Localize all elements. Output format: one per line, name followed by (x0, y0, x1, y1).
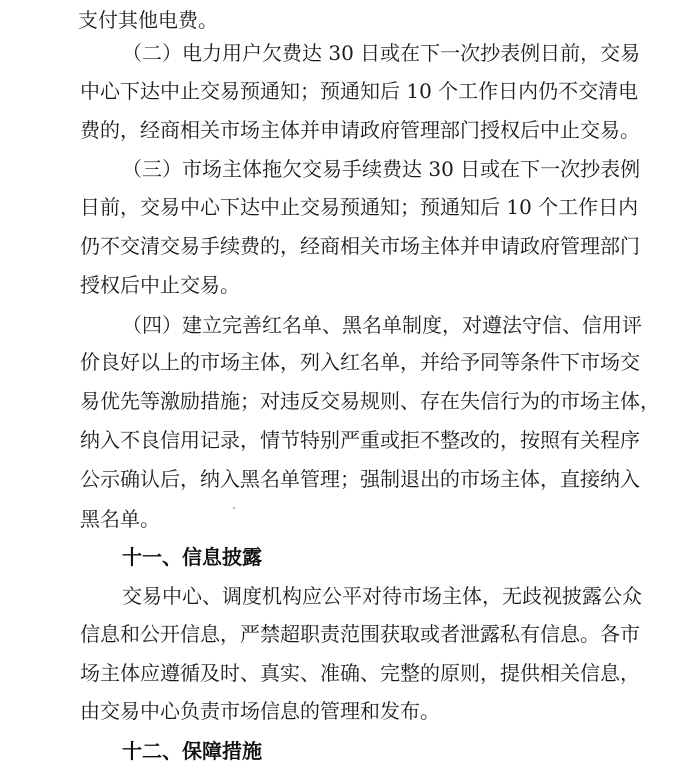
text-line: 信息和公开信息，严禁超职责范围获取或者泄露私有信息。各市 (80, 622, 640, 646)
text-line: （四）建立完善红名单、黑名单制度，对遵法守信、信用评 (122, 313, 642, 337)
text-line: 纳入不良信用记录，情节特别严重或拒不整改的，按照有关程序 (80, 428, 640, 452)
text-line: （二）电力用户欠费达 30 日或在下一次抄表例日前，交易 (122, 41, 641, 65)
text-line: 日前，交易中心下达中止交易预通知；预通知后 10 个工作日内 (80, 195, 639, 219)
section-heading: 十一、信息披露 (122, 545, 262, 569)
text-line: 中心下达中止交易预通知；预通知后 10 个工作日内仍不交清电 (80, 79, 639, 103)
text-line: 由交易中心负责市场信息的管理和发布。 (80, 699, 440, 723)
text-line: 交易中心、调度机构应公平对待市场主体，无歧视披露公众 (122, 584, 642, 608)
text-line: 公示确认后，纳入黑名单管理；强制退出的市场主体，直接纳入 (80, 467, 640, 491)
text-line: 价良好以上的市场主体，列入红名单，并给予同等条件下市场交 (80, 350, 640, 374)
text-line: 仍不交清交易手续费的，经商相关市场主体并申请政府管理部门 (80, 234, 640, 258)
text-line: 场主体应遵循及时、真实、准确、完整的原则，提供相关信息， (80, 661, 640, 685)
text-line: 黑名单。 (80, 507, 160, 531)
text-line: 授权后中止交易。 (80, 273, 240, 297)
section-heading: 十二、保障措施 (122, 739, 262, 763)
text-line: 费的，经商相关市场主体并申请政府管理部门授权后中止交易。 (80, 118, 640, 142)
text-line: 易优先等激励措施；对违反交易规则、存在失信行为的市场主体， (80, 389, 660, 413)
text-line: 支付其他电费。 (78, 8, 218, 32)
text-line: （三）市场主体拖欠交易手续费达 30 日或在下一次抄表例 (122, 157, 641, 181)
scan-speck (233, 507, 235, 509)
